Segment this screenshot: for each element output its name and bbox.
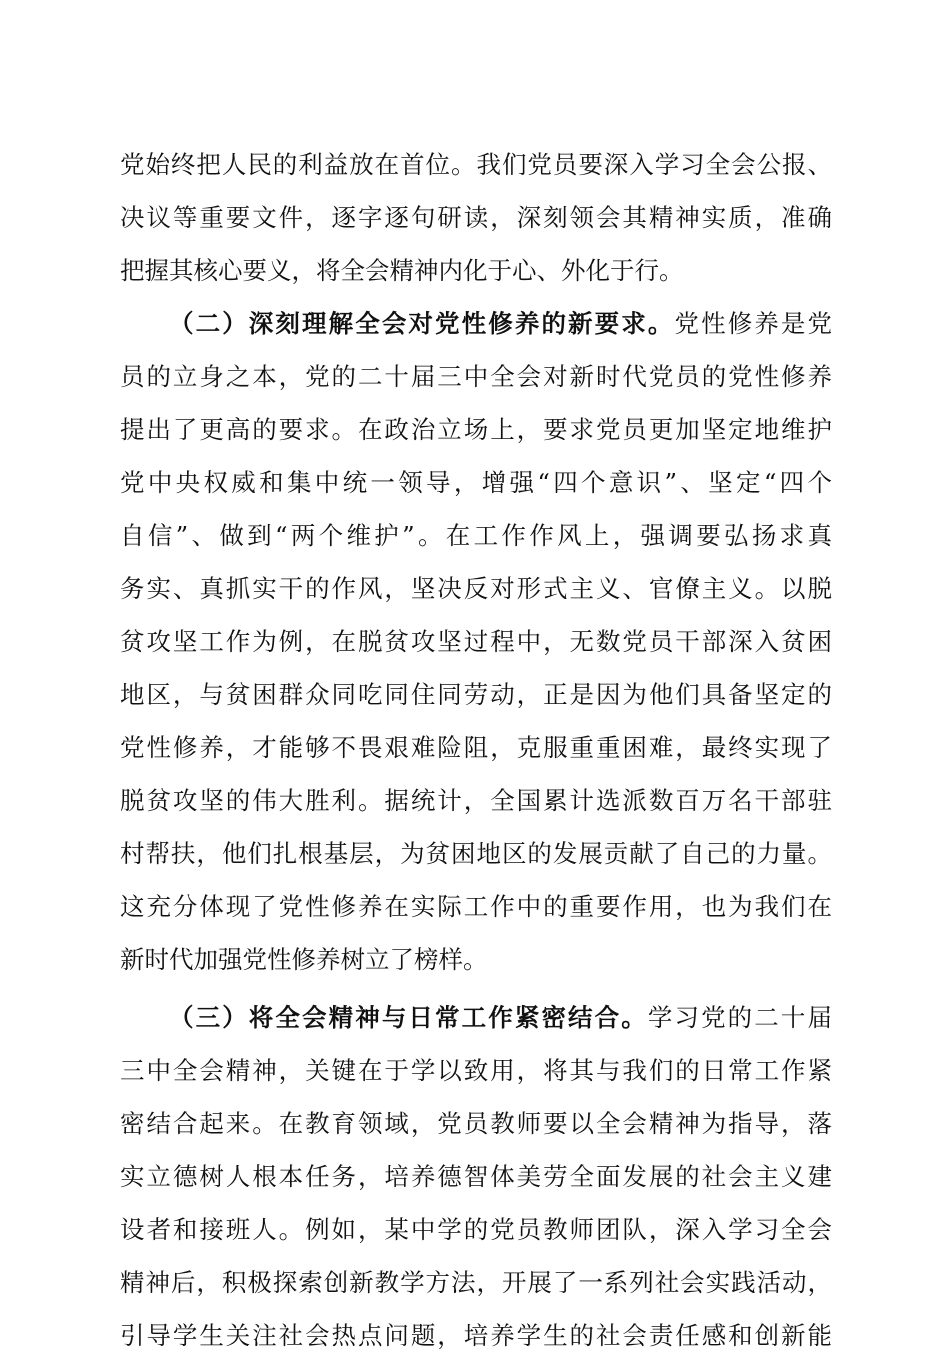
paragraph-line: 实立德树人根本任务，培养德智体美劳全面发展的社会主义建 xyxy=(120,1162,832,1191)
paragraph-line: 密结合起来。在教育领域，党员教师要以全会精神为指导，落 xyxy=(120,1109,832,1138)
paragraph-line: 党性修养，才能够不畏艰难险阻，克服重重困难，最终实现了 xyxy=(120,733,832,762)
paragraph-line: 精神后，积极探索创新教学方法，开展了一系列社会实践活动， xyxy=(120,1268,832,1297)
paragraph-line: 村帮扶，他们扎根基层，为贫困地区的发展贡献了自己的力量。 xyxy=(120,839,832,868)
document-body xyxy=(120,138,832,1362)
paragraph-line: 地区，与贫困群众同吃同住同劳动，正是因为他们具备坚定的 xyxy=(120,680,832,709)
paragraph-line-rest: 党性修养是党 xyxy=(674,309,833,338)
paragraph-3 xyxy=(120,991,832,1362)
paragraph-line: 这充分体现了党性修养在实际工作中的重要作用，也为我们在 xyxy=(120,892,832,921)
paragraph-line: 自信”、做到“两个维护”。在工作作风上，强调要弘扬求真 xyxy=(120,521,832,550)
paragraph-line: 提出了更高的要求。在政治立场上，要求党员更加坚定地维护 xyxy=(120,415,832,444)
paragraph-line: 设者和接班人。例如，某中学的党员教师团队，深入学习全会 xyxy=(120,1215,832,1244)
paragraph-line: 引导学生关注社会热点问题，培养学生的社会责任感和创新能 xyxy=(120,1321,832,1350)
paragraph-line: 脱贫攻坚的伟大胜利。据统计，全国累计选派数百万名干部驻 xyxy=(120,786,832,815)
paragraph-line: 决议等重要文件，逐字逐句研读，深刻领会其精神实质，准确 xyxy=(120,203,832,232)
paragraph-line: 员的立身之本，党的二十届三中全会对新时代党员的党性修养 xyxy=(120,362,832,391)
section-heading-3: （三）将全会精神与日常工作紧密结合。 xyxy=(169,1003,648,1032)
section-heading-2: （二）深刻理解全会对党性修养的新要求。 xyxy=(169,309,675,338)
paragraph-first-line xyxy=(120,991,832,1044)
paragraph-line: 把握其核心要义，将全会精神内化于心、外化于行。 xyxy=(120,256,684,285)
paragraph-line: 贫攻坚工作为例，在脱贫攻坚过程中，无数党员干部深入贫困 xyxy=(120,627,832,656)
paragraph-line: 三中全会精神，关键在于学以致用，将其与我们的日常工作紧 xyxy=(120,1056,832,1085)
paragraph-2 xyxy=(120,297,832,986)
paragraph-first-line xyxy=(120,297,832,350)
paragraph-line-rest: 学习党的二十届 xyxy=(647,1003,832,1032)
paragraph-1 xyxy=(120,138,832,297)
paragraph-line: 党始终把人民的利益放在首位。我们党员要深入学习全会公报、 xyxy=(120,150,832,179)
paragraph-line: 务实、真抓实干的作风，坚决反对形式主义、官僚主义。以脱 xyxy=(120,574,832,603)
paragraph-line: 新时代加强党性修养树立了榜样。 xyxy=(120,945,488,974)
paragraph-line: 党中央权威和集中统一领导，增强“四个意识”、坚定“四个 xyxy=(120,468,832,497)
